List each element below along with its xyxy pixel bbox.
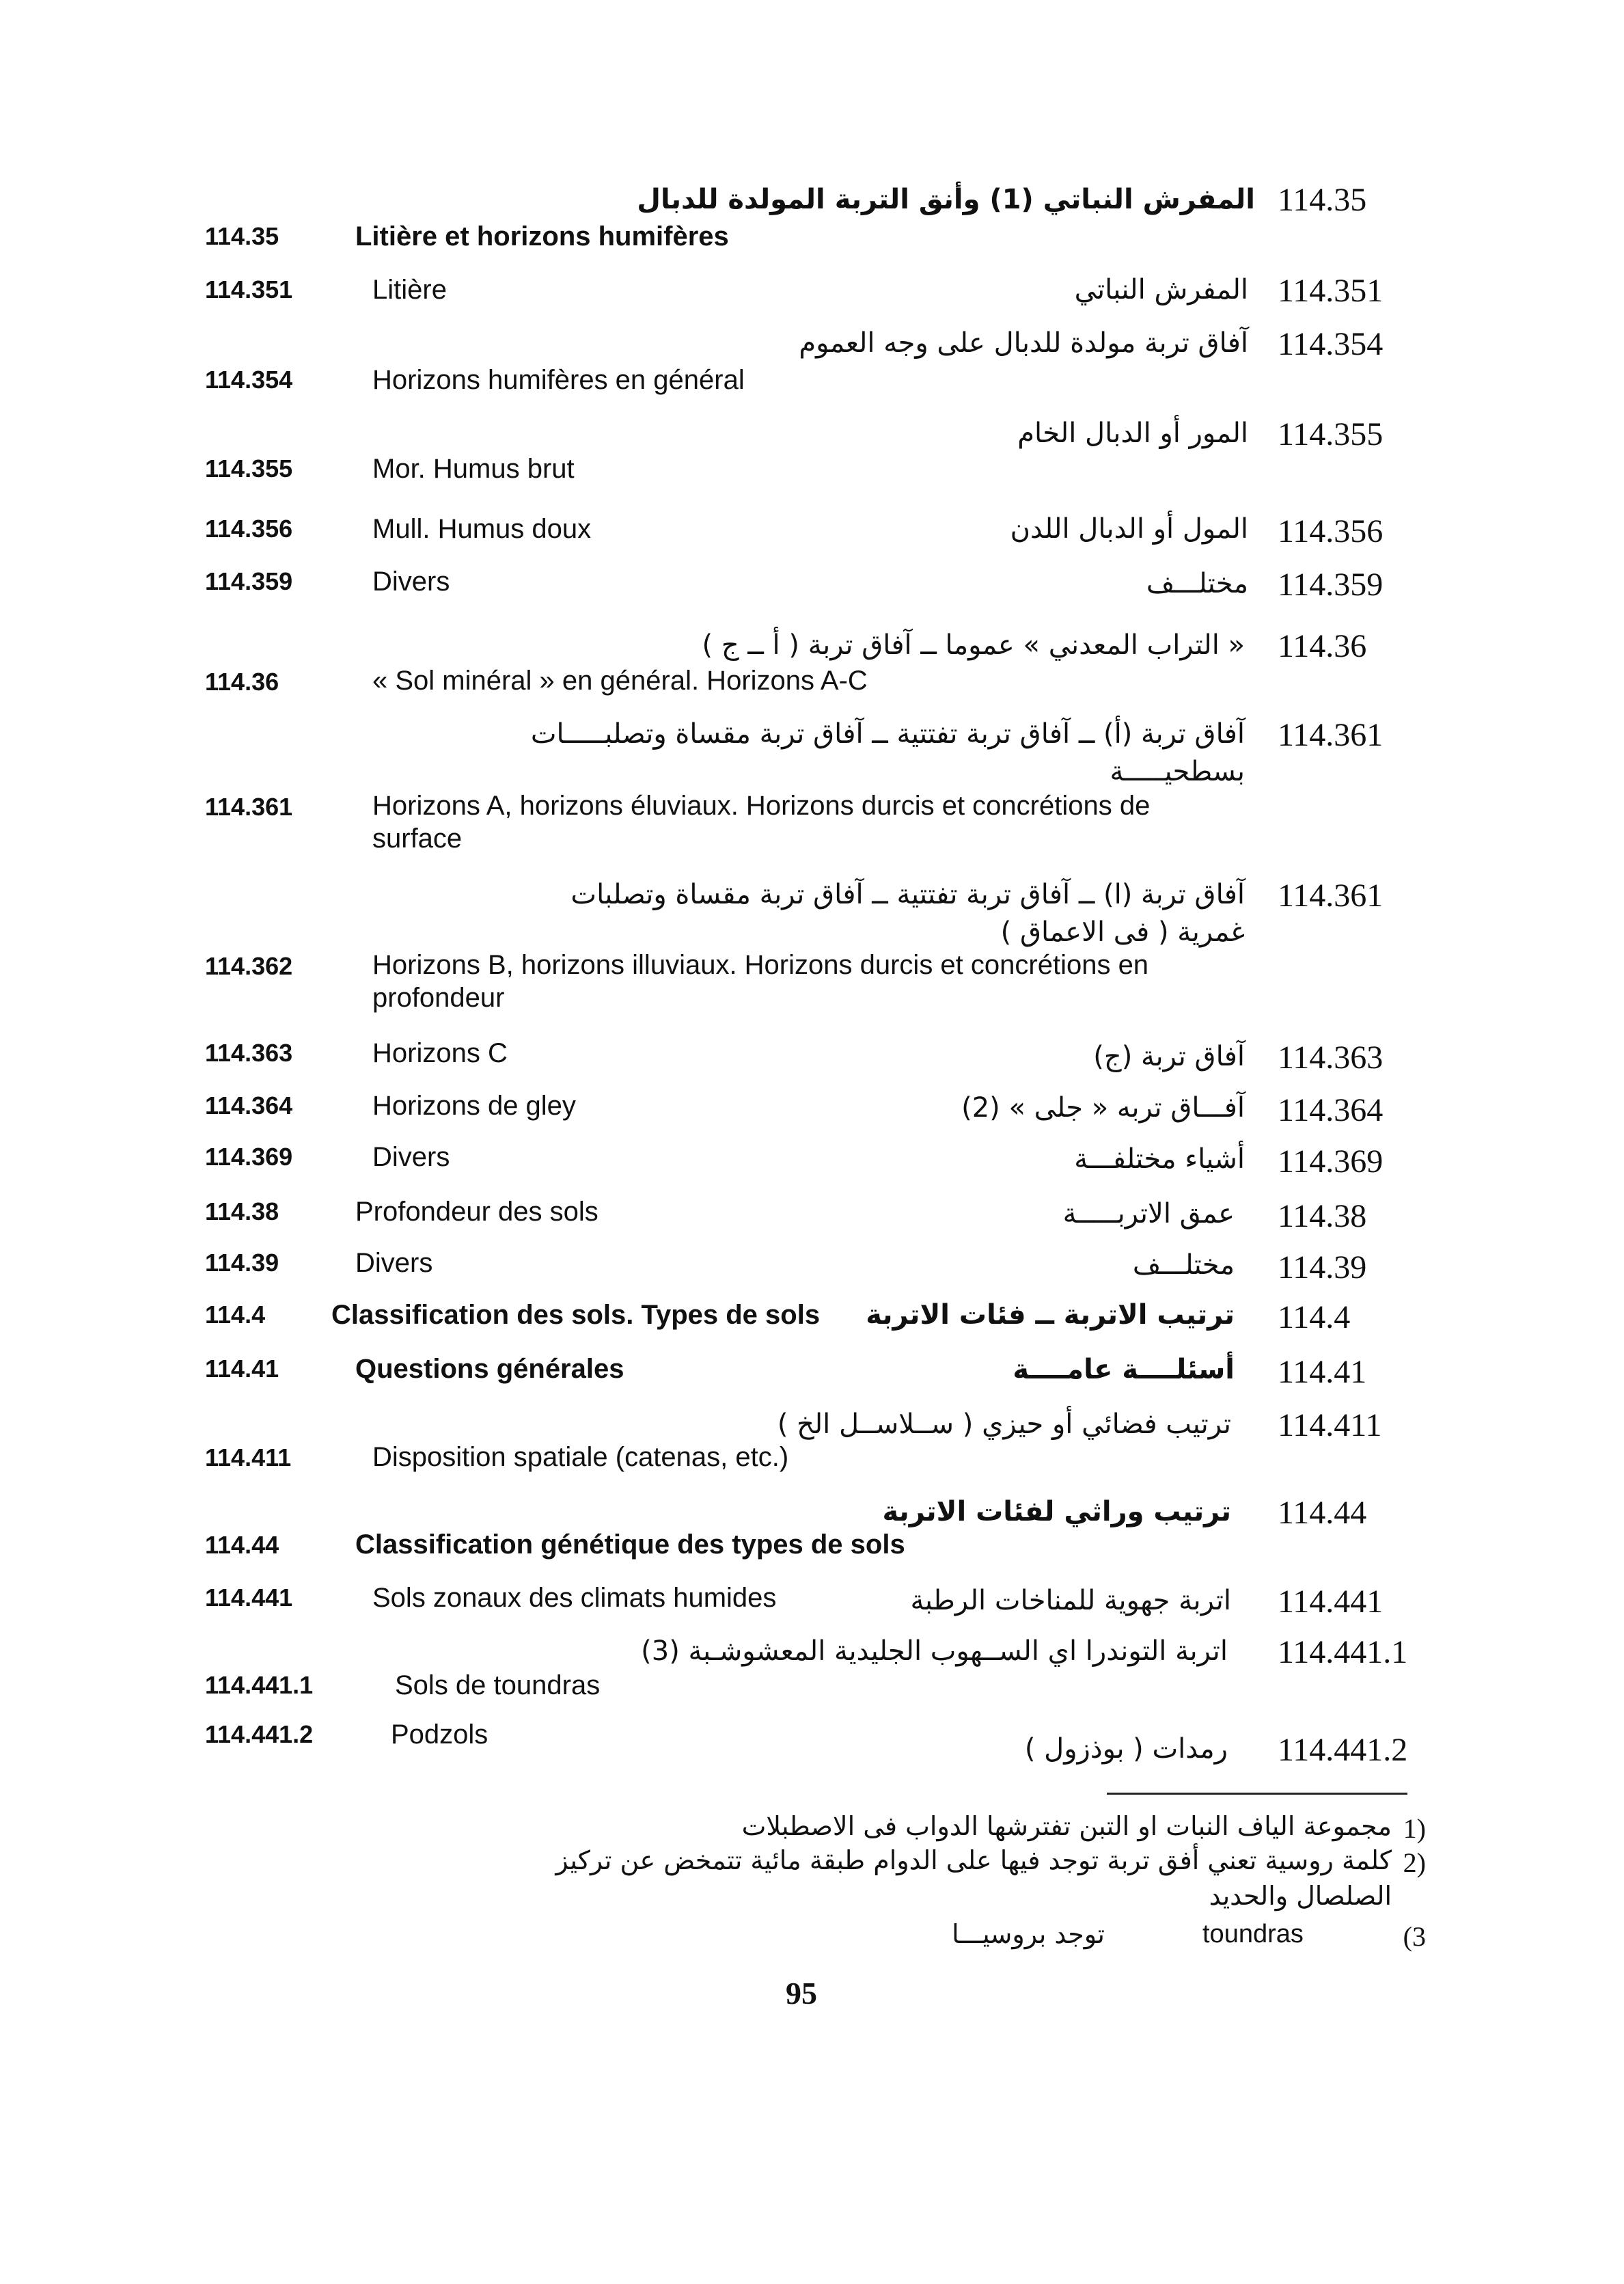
entry-num-left: 114.354 (205, 366, 293, 394)
entry-fr: Horizons B, horizons illuviaux. Horizons durcis et concrétions en profondeur (372, 950, 1149, 1013)
entry-num-left: 114.356 (205, 515, 293, 543)
footnote-mark: 1) (1403, 1813, 1426, 1844)
footnote-mark: 2) (1403, 1847, 1426, 1878)
entry-fr: Divers (372, 1142, 450, 1172)
entry-num-right: 114.356 (1278, 513, 1384, 549)
footnote-mark: (3 (1403, 1921, 1426, 1952)
entry-fr: Classification génétique des types de sols (355, 1530, 905, 1560)
entry-num-right: 114.351 (1278, 273, 1384, 309)
footnote-text-ar: توجد بروسيـــا (952, 1919, 1105, 1949)
entry-ar: آفاق تربة (أ) ــ آفاق تربة تفتتية ــ آفاق تربة مقساة وتصلبـــــات (530, 718, 1245, 750)
entry-fr: Divers (355, 1248, 433, 1278)
entry-ar: آفاق تربة مولدة للدبال على وجه العموم (799, 327, 1248, 359)
entry-num-right: 114.369 (1278, 1143, 1384, 1180)
entry-num-left: 114.441 (205, 1583, 293, 1612)
entry-fr: Sols zonaux des climats humides (372, 1583, 777, 1613)
entry-num-left: 114.411 (205, 1443, 292, 1471)
entry-ar: ترتيب الاتربة ــ فئات الاتربة (866, 1299, 1235, 1331)
entry-fr: Litière et horizons humifères (355, 221, 729, 251)
entry-num-left: 114.355 (205, 454, 293, 482)
entry-ar: آفـــاق تربه « جلى » (2) (961, 1092, 1245, 1124)
footnote-text-fr: toundras (1202, 1920, 1304, 1948)
entry-fr: Horizons de gley (372, 1091, 576, 1121)
entry-num-right: 114.35 (1278, 182, 1367, 218)
entry-num-right: 114.39 (1278, 1249, 1367, 1286)
entry-ar: رمدات ( بوذزول ) (1024, 1733, 1228, 1765)
entry-num-right: 114.441.2 (1278, 1732, 1408, 1768)
entry-ar: آفاق تربة (ا) ــ آفاق تربة تفتتية ــ آفاق تربة مقساة وتصلبات (570, 879, 1245, 910)
entry-num-left: 114.41 (205, 1355, 279, 1383)
entry-fr: Classification des sols. Types de sols (331, 1300, 821, 1330)
entry-num-left: 114.4 (205, 1301, 266, 1329)
entry-num-right: 114.36 (1278, 628, 1367, 664)
page-number: 95 (786, 1976, 817, 2011)
entry-num-left: 114.44 (205, 1531, 279, 1559)
entry-ar: ترتيب فضائي أو حيزي ( ســلاســل الخ ) (777, 1409, 1231, 1440)
entry-num-right: 114.359 (1278, 567, 1384, 603)
entry-ar: ترتيب وراثي لفئات الاتربة (882, 1496, 1231, 1527)
entry-num-left: 114.361 (205, 793, 293, 821)
entry-ar: عمق الاتربـــــة (1062, 1198, 1235, 1229)
entry-ar: أسئلــــة عامــــة (1013, 1354, 1235, 1385)
entry-num-right: 114.354 (1278, 326, 1384, 362)
entry-fr: Horizons humifères en général (372, 365, 745, 395)
entry-num-right: 114.361 (1278, 717, 1384, 753)
entry-num-left: 114.39 (205, 1249, 279, 1277)
entry-fr: Profondeur des sols (355, 1197, 598, 1227)
entry-fr: Mor. Humus brut (372, 454, 575, 484)
entry-num-left: 114.35 (205, 222, 279, 250)
entry-ar: المور أو الدبال الخام (1017, 418, 1248, 449)
entry-fr: Horizons A, horizons éluviaux. Horizons durcis et concrétions de surface (372, 791, 1151, 854)
entry-num-left: 114.441.1 (205, 1671, 314, 1699)
entry-num-right: 114.355 (1278, 416, 1384, 452)
entry-fr: Litière (372, 275, 447, 305)
entry-ar: مختلـــف (1146, 568, 1248, 599)
entry-fr: Sols de toundras (395, 1670, 601, 1700)
entry-num-left: 114.441.2 (205, 1720, 314, 1748)
entry-fr: « Sol minéral » en général. Horizons A-C (372, 666, 868, 696)
entry-ar: مختلـــف (1132, 1249, 1235, 1281)
entry-num-right: 114.363 (1278, 1039, 1384, 1076)
entry-num-left: 114.359 (205, 567, 293, 595)
entry-num-left: 114.351 (205, 275, 293, 303)
entry-fr: Disposition spatiale (catenas, etc.) (372, 1442, 789, 1472)
entry-ar: اتربة جهوية للمناخات الرطبة (910, 1585, 1231, 1616)
entry-ar-cont: غمرية ( فى الاعماق ) (1000, 916, 1245, 948)
entry-num-right: 114.411 (1278, 1407, 1382, 1443)
entry-num-right: 114.364 (1278, 1092, 1384, 1128)
entry-ar: « التراب المعدني » عموما ــ آفاق تربة ( أ ــ ج ) (702, 629, 1245, 661)
entry-num-right: 114.4 (1278, 1299, 1351, 1335)
entry-fr: Questions générales (355, 1354, 624, 1384)
entry-num-left: 114.362 (205, 952, 293, 980)
entry-fr: Podzols (391, 1719, 488, 1750)
entry-num-right: 114.441.1 (1278, 1634, 1408, 1670)
entry-ar-cont: بسطحيـــــة (1110, 756, 1245, 787)
entry-ar: آفاق تربة (ج) (1093, 1041, 1245, 1072)
entry-ar: أشياء مختلفـــة (1074, 1143, 1245, 1175)
entry-num-right: 114.41 (1278, 1354, 1367, 1390)
entry-fr: Divers (372, 567, 450, 597)
entry-num-right: 114.361 (1278, 878, 1384, 914)
entry-num-right: 114.441 (1278, 1583, 1384, 1620)
entry-ar: المول أو الدبال اللدن (1010, 513, 1248, 545)
entry-ar: المفرش النباتي (1074, 274, 1248, 305)
entry-num-right: 114.44 (1278, 1495, 1367, 1531)
footnote-text: مجموعة الياف النبات او التبن تفترشها الدواب فى الاصطبلات (741, 1811, 1392, 1841)
entry-ar: المفرش النباتي (1) وأنق التربة المولدة للدبال (637, 184, 1255, 215)
footnote-text: كلمة روسية تعني أفق تربة توجد فيها على الدوام طبقة مائية تتمخض عن تركيز (555, 1845, 1392, 1875)
entry-ar: اتربة التوندرا اي الســهوب الجليدية المعشوشـبة (3) (641, 1635, 1228, 1667)
entry-num-left: 114.364 (205, 1091, 293, 1119)
footnote-text-cont: الصلصال والحديد (1209, 1881, 1392, 1911)
entry-fr: Mull. Humus doux (372, 514, 592, 544)
entry-num-left: 114.36 (205, 668, 279, 696)
entry-num-left: 114.38 (205, 1197, 279, 1225)
entry-num-left: 114.369 (205, 1143, 293, 1171)
entry-num-right: 114.38 (1278, 1198, 1367, 1234)
footnote-rule (1107, 1793, 1407, 1795)
entry-num-left: 114.363 (205, 1039, 293, 1067)
entry-fr: Horizons C (372, 1038, 508, 1068)
